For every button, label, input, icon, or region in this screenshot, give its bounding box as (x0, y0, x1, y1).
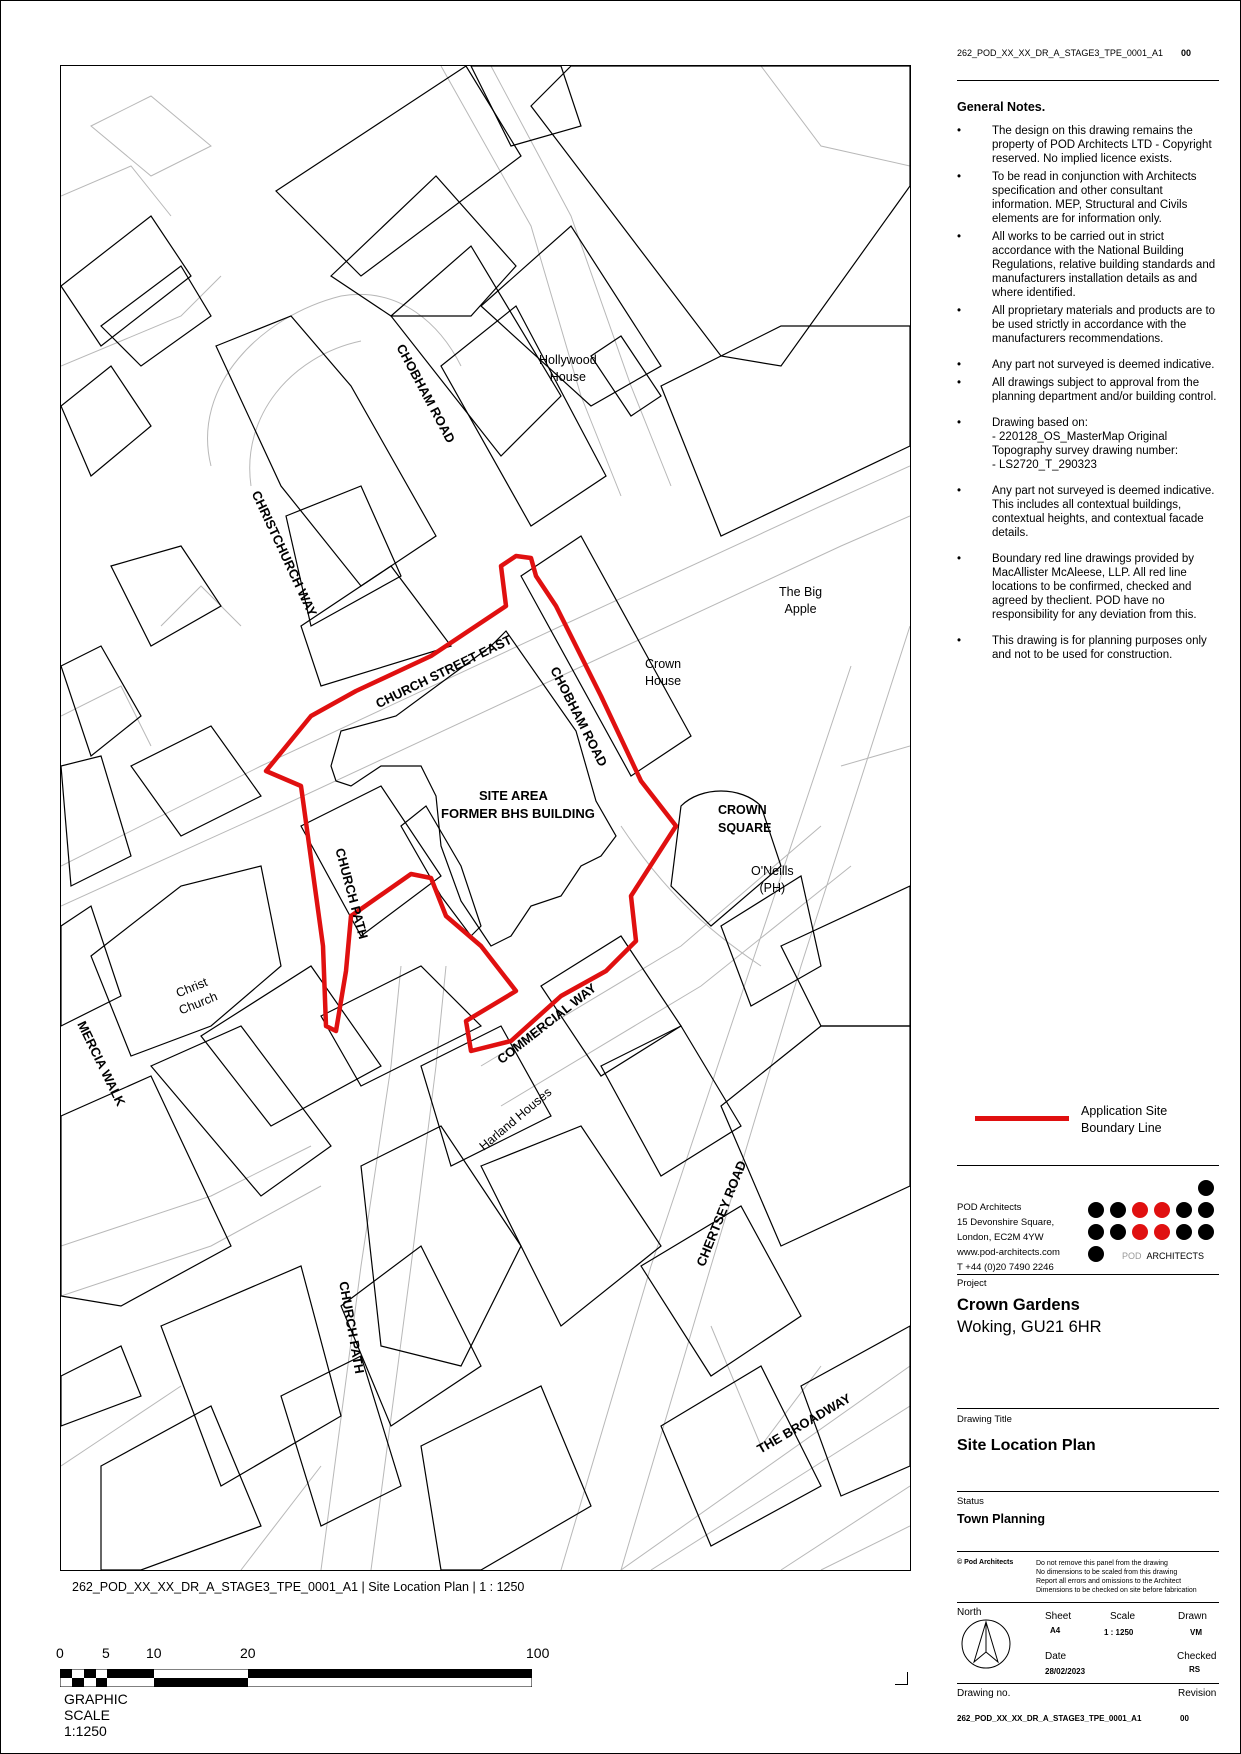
legend-red-line (975, 1116, 1069, 1121)
drawing-title: Site Location Plan (957, 1437, 1096, 1454)
map-caption: 262_POD_XX_XX_DR_A_STAGE3_TPE_0001_A1 | Site Location Plan | 1 : 1250 (72, 1580, 525, 1594)
crop-mark (895, 1672, 908, 1685)
general-notes (957, 100, 1219, 666)
drawing-no-label: Drawing no. (957, 1688, 1011, 1699)
street-label-crown-square-1: CROWN (718, 803, 767, 817)
street-label-church-path-north: CHURCH PATH (332, 846, 372, 941)
header-revision: 00 (1180, 48, 1191, 58)
note-9: • Boundary red line drawings provided by MacAllister McAleese, LLP. All red line locations to be confirmed, checked and agreed by theclient. POD have no responsibility for any deviation from this. (957, 552, 1219, 622)
divider (957, 1491, 1219, 1492)
practice-name: POD Architects (957, 1202, 1022, 1213)
date-label: Date (1045, 1651, 1067, 1662)
header-drawing-ref: 262_POD_XX_XX_DR_A_STAGE3_TPE_0001_A1 (957, 48, 1163, 58)
scale-tick-100: 100 (526, 1645, 550, 1661)
revision-value: 00 (1180, 1714, 1189, 1723)
note-3: • All works to be carried out in strict accordance with the National Building Regulations, relative building standards and manufacturers installation details as and where identified. (957, 230, 1219, 300)
note-1: • The design on this drawing remains the property of POD Architects LTD - Copyright reserved. No implied licence exists. (957, 124, 1219, 166)
legend-label-line1: Application Site (1081, 1104, 1168, 1118)
divider (957, 1602, 1219, 1603)
street-label-commercial-way: COMMERCIAL WAY (494, 980, 600, 1067)
practice-web: www.pod-architects.com (957, 1247, 1060, 1258)
copyright: © Pod Architects (957, 1559, 1014, 1566)
divider (957, 80, 1219, 81)
practice-address (957, 1200, 1060, 1275)
site-map[interactable] (60, 65, 911, 1571)
divider (957, 1408, 1219, 1409)
street-label-church-street-east: CHURCH STREET EAST (373, 631, 515, 712)
status-value: Town Planning (957, 1512, 1045, 1526)
place-label-big-apple: The Big Apple (779, 585, 823, 616)
divider (957, 1683, 1219, 1684)
project-label: Project (957, 1278, 987, 1289)
status-label: Status (957, 1496, 984, 1507)
scale-tick-0: 0 (56, 1645, 64, 1661)
project-name: Crown Gardens (957, 1296, 1080, 1314)
note-8: • Any part not surveyed is deemed indicative. This includes all contextual buildings, contextual heights, and contextual facade details. (957, 484, 1219, 540)
disclaimer-2: No dimensions to be scaled from this drawing (1036, 1569, 1178, 1576)
north-arrow-icon (960, 1618, 1012, 1670)
street-label-the-broadway: THE BROADWAY (754, 1390, 854, 1457)
note-4: • All proprietary materials and products are to be used strictly in accordance with the manufacturers recommendations. (957, 304, 1219, 346)
revision-label: Revision (1178, 1688, 1217, 1699)
scale-title: GRAPHIC SCALE 1:1250 (64, 1691, 128, 1739)
divider (957, 1551, 1219, 1552)
note-2: • To be read in conjunction with Architects specification and other consultant information. MEP, Structural and Civils elements are for information only. (957, 170, 1219, 226)
project-location: Woking, GU21 6HR (957, 1318, 1102, 1336)
legend-label (1081, 1103, 1167, 1137)
scale-bar (60, 1669, 532, 1687)
drawn-label: Drawn (1178, 1611, 1207, 1622)
notes-title: General Notes. (957, 100, 1046, 114)
legend-label-line2: Boundary Line (1081, 1121, 1162, 1135)
pod-logo (1086, 1180, 1222, 1262)
street-label-crown-square-2: SQUARE (718, 821, 772, 835)
drawing-no-value: 262_POD_XX_XX_DR_A_STAGE3_TPE_0001_A1 (957, 1714, 1142, 1723)
site-boundary-line (266, 556, 676, 1051)
disclaimer-1: Do not remove this panel from the drawing (1036, 1560, 1168, 1567)
scale-value: 1 : 1250 (1104, 1628, 1134, 1637)
checked-label: Checked (1177, 1651, 1217, 1662)
place-label-crown-house: Crown House (645, 657, 682, 688)
place-label-hollywood-house: Hollywood House (539, 353, 597, 384)
note-6: • All drawings subject to approval from the planning department and/or building control. (957, 376, 1219, 404)
place-label-christ-church: Christ Church (174, 975, 220, 1018)
street-label-chobham-road-south: CHOBHAM ROAD (547, 664, 611, 769)
divider (957, 1274, 1219, 1275)
site-building-label: FORMER BHS BUILDING (441, 806, 595, 821)
drawing-title-label: Drawing Title (957, 1414, 1012, 1425)
note-7: • Drawing based on: - 220128_OS_MasterMap Original Topography survey drawing number: - LS2720_T_290323 (957, 416, 1219, 472)
scale-tick-10: 10 (146, 1645, 162, 1661)
street-label-chobham-road-north: CHOBHAM ROAD (393, 341, 459, 446)
note-10: • This drawing is for planning purposes only and not to be used for construction. (957, 634, 1219, 662)
sheet-value: A4 (1050, 1626, 1061, 1635)
practice-address-2: London, EC2M 4YW (957, 1232, 1044, 1243)
street-label-church-path-south: CHURCH PATH (336, 1280, 368, 1375)
practice-phone: T +44 (0)20 7490 2246 (957, 1262, 1054, 1273)
scale-tick-20: 20 (240, 1645, 256, 1661)
place-label-harland-houses: Harland Houses (476, 1084, 555, 1154)
checked-value: RS (1189, 1665, 1201, 1674)
divider (957, 1165, 1219, 1166)
sheet-label: Sheet (1045, 1611, 1072, 1622)
scale-label: Scale (1110, 1611, 1136, 1622)
logo-text: POD ARCHITECTS (1122, 1251, 1205, 1261)
street-label-mercia-walk: MERCIA WALK (74, 1018, 129, 1109)
scale-tick-5: 5 (102, 1645, 110, 1661)
north-label: North (957, 1607, 982, 1618)
note-5: • Any part not surveyed is deemed indicative. (957, 358, 1219, 372)
header-reference (957, 48, 1219, 58)
street-label-christchurch-way: CHRISTCHURCH WAY (248, 488, 321, 619)
place-label-oneills: O'Neills (PH) (751, 864, 794, 895)
street-label-chertsey-road: CHERTSEY ROAD (693, 1158, 750, 1269)
disclaimer-4: Dimensions to be checked on site before fabrication (1036, 1587, 1197, 1594)
practice-address-1: 15 Devonshire Square, (957, 1217, 1055, 1228)
disclaimer-3: Report all errors and omissions to the Architect (1036, 1578, 1182, 1585)
drawn-value: VM (1190, 1628, 1202, 1637)
disclaimers (1036, 1559, 1197, 1595)
date-value: 28/02/2023 (1045, 1667, 1086, 1676)
site-area-label: SITE AREA (479, 788, 548, 803)
